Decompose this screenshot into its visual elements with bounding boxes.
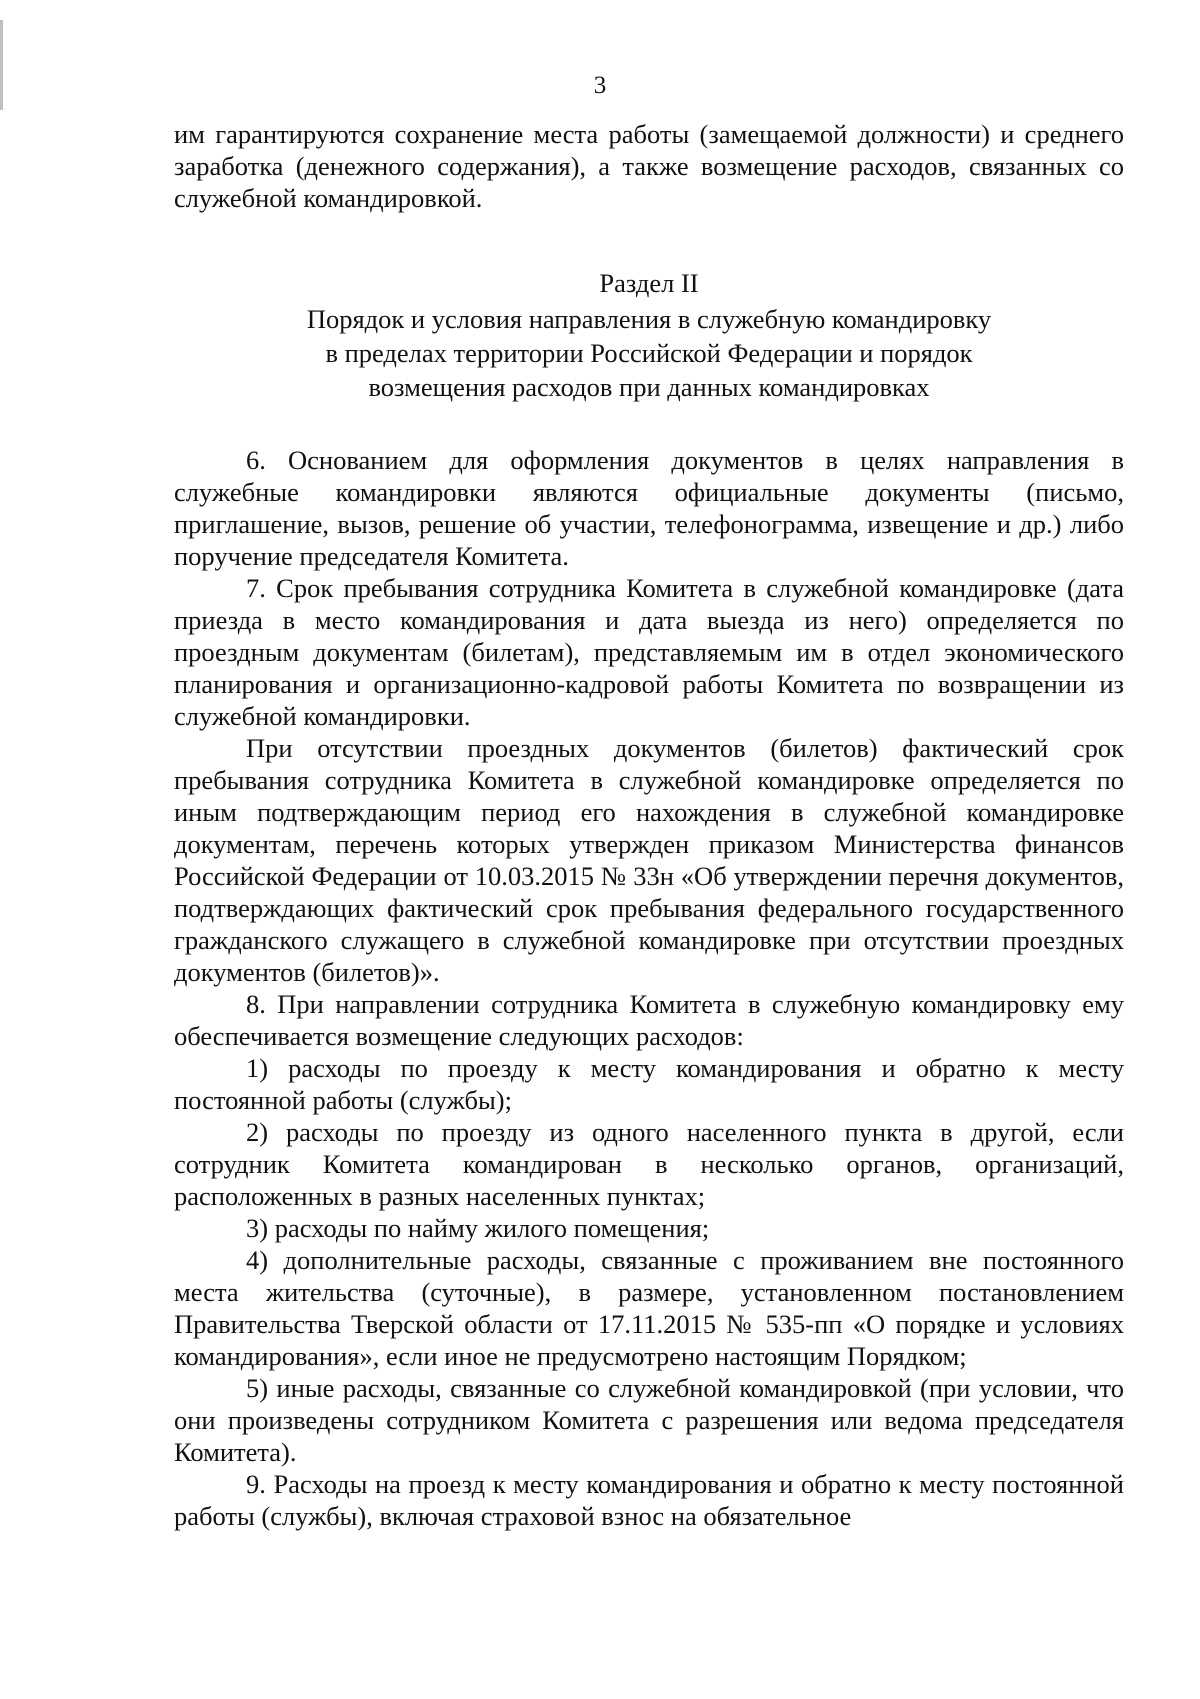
- section-title: Раздел II: [599, 268, 699, 298]
- paragraph-8: 8. При направлении сотрудника Комитета в служебную командировку ему обеспечивается возмещение следующих расходов:: [174, 989, 1124, 1051]
- page-number: 3: [593, 72, 607, 99]
- section-heading-line: возмещения расходов при данных командировках: [368, 372, 930, 402]
- list-item-1: 1) расходы по проезду к месту командирования и обратно к месту постоянной работы (службы);: [174, 1053, 1124, 1115]
- paragraph-7-continued: При отсутствии проездных документов (билетов) фактический срок пребывания сотрудника Комитета в служебной командировке определяется по иным подтверждающим период его нахождения в служебной командировке документам, перечень которых утвержден приказом Министерства финансов Российской Федерации от 10.03.2015 № 33н «Об утверждении перечня документов, подтверждающих фактический срок пребывания федерального государственного гражданского служащего в служебной командировке при отсутствии проездных документов (билетов)».: [174, 733, 1124, 987]
- paragraph-9: 9. Расходы на проезд к месту командирования и обратно к месту постоянной работы (службы), включая страховой взнос на обязательное: [174, 1469, 1124, 1531]
- list-item-3: 3) расходы по найму жилого помещения;: [246, 1213, 710, 1243]
- paragraph-7: 7. Срок пребывания сотрудника Комитета в служебной командировке (дата приезда в место командирования и дата выезда из него) определяется по проездным документам (билетам), представляемым им в отдел экономического планирования и организационно-кадровой работы Комитета по возвращении из служебной командировки.: [174, 573, 1124, 731]
- list-item-4: 4) дополнительные расходы, связанные с проживанием вне постоянного места жительства (суточные), в размере, установленном постановлением Правительства Тверской области от 17.11.2015 № 535-пп «О порядке и условиях командирования», если иное не предусмотрено настоящим Порядком;: [174, 1245, 1124, 1371]
- list-item-2: 2) расходы по проезду из одного населенного пункта в другой, если сотрудник Комитета командирован в несколько органов, организаций, расположенных в разных населенных пунктах;: [174, 1117, 1124, 1211]
- section-heading-line: Порядок и условия направления в служебную командировку: [306, 304, 992, 334]
- paragraph-6: 6. Основанием для оформления документов в целях направления в служебные командировки являются официальные документы (письмо, приглашение, вызов, решение об участии, телефонограмма, извещение и др.) либо поручение председателя Комитета.: [174, 445, 1124, 571]
- intro-paragraph: им гарантируются сохранение места работы (замещаемой должности) и среднего заработка (денежного содержания), а также возмещение расходов, связанных со служебной командировкой.: [174, 119, 1124, 213]
- section-heading-line: в пределах территории Российской Федерации и порядок: [325, 338, 973, 368]
- list-item-5: 5) иные расходы, связанные со служебной командировкой (при условии, что они произведены сотрудником Комитета с разрешения или ведома председателя Комитета).: [174, 1373, 1124, 1467]
- section-heading: [174, 266, 1124, 404]
- document-body: [174, 118, 1124, 1532]
